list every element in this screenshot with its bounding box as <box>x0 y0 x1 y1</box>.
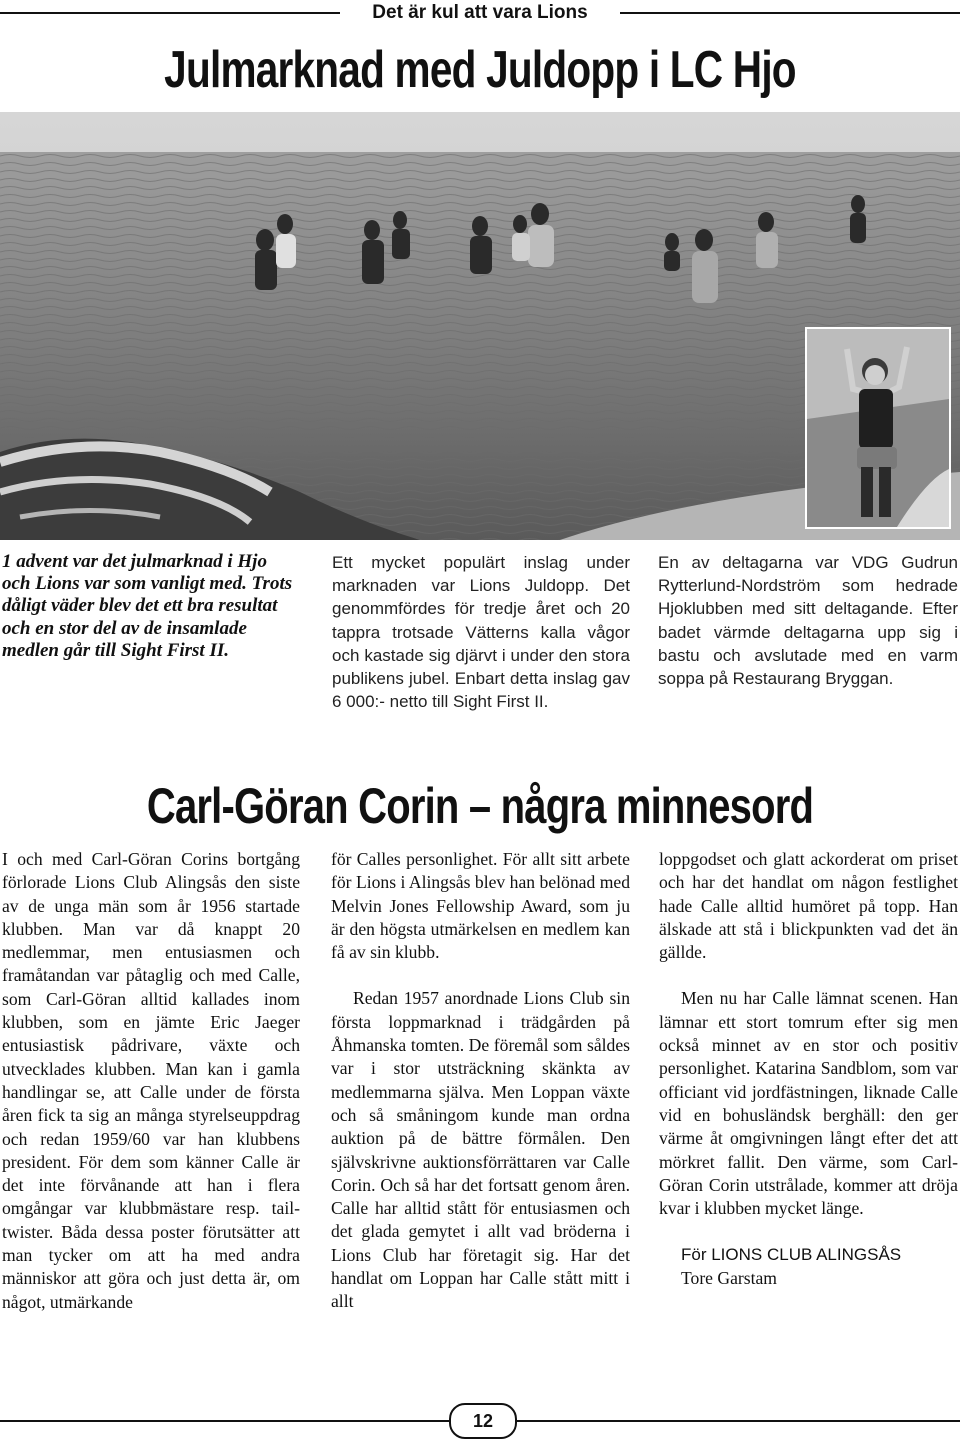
obituary-col3-p1: loppgodset och glatt ackorderat om priset och har det handlat om någon festlighet hade Calle alltid humöret på topp. Han älskade att stå i blickpunkten vad det än gällde. <box>659 849 958 963</box>
obituary-col2-p1: för Calles personlighet. För allt sitt arbete för Lions i Alingsås blev han belönad med Melvin Jones Fellowship Award, som ju är den högsta utmärkelsen en medlem kan få av sin klubb. <box>331 849 630 963</box>
signature-org: För LIONS CLUB ALINGSÅS <box>681 1245 902 1265</box>
article-body-col2: Ett mycket populärt inslag under marknaden var Lions Juldopp. Det genommfördes för tredje året och 20 tappra trotsade Vätterns kalla vågor och kastade sig djärvt i under den stora publikens jubel. Enbart detta inslag gav 6 000:- netto till Sight First II. <box>332 553 630 712</box>
signature-name: Tore Garstam <box>681 1267 777 1288</box>
obituary-col1 <box>2 848 300 1314</box>
obituary-title: Carl-Göran Corin – några minnesord <box>146 778 814 834</box>
page-number: 12 <box>449 1403 517 1439</box>
inset-photo-illustration <box>807 329 949 527</box>
article-title: Julmarknad med Juldopp i LC Hjo <box>164 41 796 99</box>
section-label: Det är kul att vara Lions <box>340 0 620 26</box>
obituary-col3-p2: Men nu har Calle lämnat scenen. Han lämnar ett stort tomrum efter sig men också minnet av en stor och positiv personlighet. Katarina Sandblom, som var officiant vid jordfästningen, liknade Calle vid en bohusländsk berghäll: den ger värme åt omgivningen långt efter det att mörkret fallit. Den värme, som Carl-Göran Corin utstrålade, kommer att dröja kvar i klubben mycket länge. <box>659 988 958 1219</box>
obituary-col2-p2: Redan 1957 anordnade Lions Club sin första loppmarknad i trädgården på Åhmanska tomten. De föremål som såldes var i stor utsträckning skänkta av medlemmarna själva. Men Loppan växte och så småningom kunde man ordna auktion på de bättre förmålen. Den självskrivne auktionsförrättaren var Calle Corin. Och så har det fortsatt genom åren. Calle har alltid stått för entusiasmen och det glada gemytet i allt vad bröderna i Lions Club har företagit sig. Har det handlat om Loppan har Calle stått mitt i allt <box>331 988 630 1312</box>
header-rule-right <box>615 12 960 14</box>
obituary-col2 <box>331 848 630 1314</box>
obituary-col1-text: I och med Carl-Göran Corins bortgång förlorade Lions Club Alingsås den siste av de unga män som år 1956 startade klubben. Man var då knappt 20 medlemmar, men entusiasmen och framåtandan var påtaglig och med Calle, som Carl-Göran alltid kallades inom klubben, som en jämte Eric Jaeger entusiastisk pådrivare, växte och utvecklades klubben. Man kan i gamla handlingar se, att Calle under de första åren fick ta sig an många styrelseuppdrag och redan 1959/60 var han klubbens president. För dem som känner Calle är det inte förvånande att han i flera omgångar var klubbmästare resp. tail-twister. Båda dessa poster förutsätter att man tycker om att ha med andra människor att göra och just detta är, om något, utmärkande <box>2 849 300 1312</box>
article-intro: 1 advent var det julmarknad i Hjo och Lions var som vanligt med. Trots dåligt väder blev det ett bra resultat och en stor del av de insamlade medlen går till Sight First II. <box>2 551 293 661</box>
footer-rule-right <box>510 1420 960 1422</box>
header-rule-left <box>0 12 345 14</box>
article-body-col3: En av deltagarna var VDG Gudrun Rytterlund-Nordström som hedrade Hjoklubben med sitt deltagande. Efter badet värmde deltagarna upp sig i bastu och avslutade med en varm soppa på Restaurang Bryggan. <box>658 553 958 689</box>
obituary-col3 <box>659 848 958 1290</box>
inset-photo <box>805 327 951 529</box>
footer-rule-left <box>0 1420 452 1422</box>
